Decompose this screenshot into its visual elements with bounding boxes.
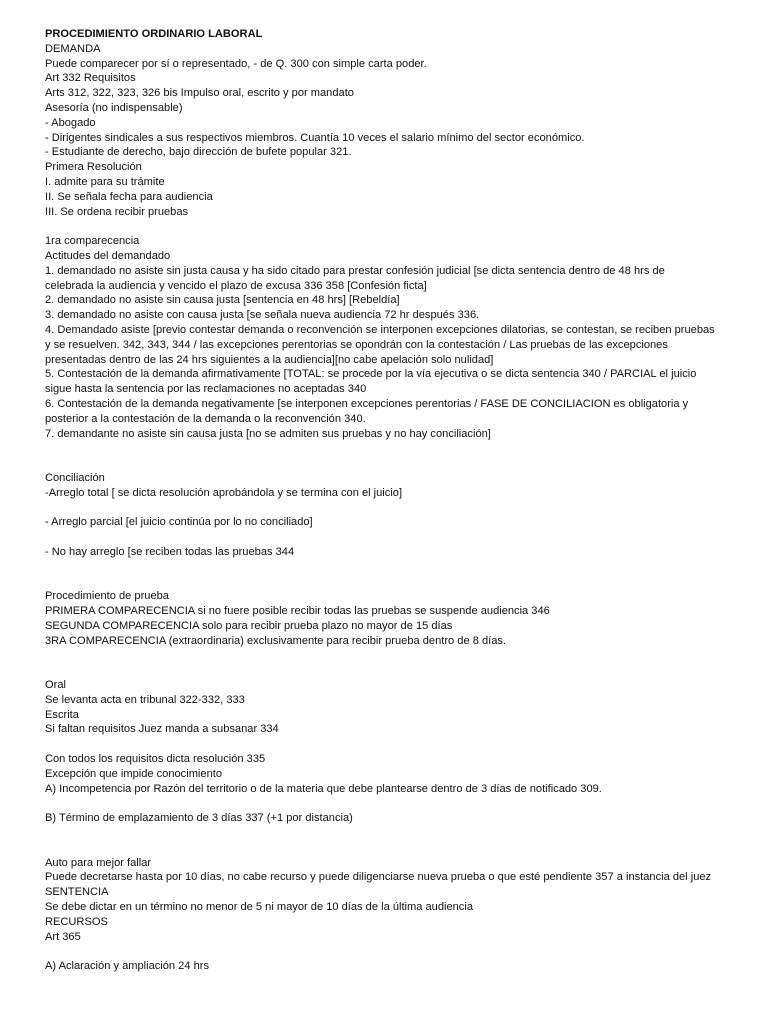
text-line: Primera Resolución [45,161,142,174]
document-page [45,27,745,974]
text-line: Art 332 Requisitos [45,72,136,85]
blank-line [45,841,745,856]
text-line: Se levanta acta en tribunal 322-332, 333 [45,693,245,706]
text-line: A) Incompetencia por Razón del territorio o de la materia que debe plantearse dentro de 3 días de notificado 309. [45,782,602,795]
text-line: - Estudiante de derecho, bajo dirección de bufete popular 321. [45,146,352,159]
text-line: Puede decretarse hasta por 10 días, no cabe recurso y puede diligenciarse nueva prueba o que esté pendiente 357 a instancia del juez [45,871,712,884]
text-line: Art 365 [45,930,81,943]
blank-line [45,501,745,516]
blank-line [45,441,745,456]
text-line: 1. demandado no asiste sin justa causa y ha sido citado para prestar confesión judicial [se dicta sentencia dentro de 48 hrs de [45,264,665,277]
blank-line [45,456,745,471]
text-line: Puede comparecer por sí o representado, - de Q. 300 con simple carta poder. [45,57,427,70]
text-line: Oral [45,679,66,692]
blank-line [45,944,745,959]
text-line: SENTENCIA [45,886,109,899]
text-line: Se debe dictar en un término no menor de 5 ni mayor de 10 días de la última audiencia [45,901,473,914]
text-line: RECURSOS [45,915,108,928]
text-line: Auto para mejor fallar [45,856,152,869]
blank-line [45,530,745,545]
text-line: Escrita [45,708,79,721]
text-line: posterior a la contestación de la demanda o la reconvención 340. [45,412,366,425]
text-line: Procedimiento de prueba [45,590,169,603]
blank-line [45,796,745,811]
text-line: 1ra comparecencia [45,235,140,248]
text-line: 6. Contestación de la demanda negativamente [se interponen excepciones perentorias / FASE DE CONCILIACION es obligatoria y [45,397,689,410]
blank-line [45,560,745,575]
text-line: celebrada la audiencia y vencido el plazo de excusa 336 358 [Confesión ficta] [45,279,427,292]
text-line: 4. Demandado asiste [previo contestar demanda o reconvención se interponen excepciones dilatorias, se contestan, se reciben pruebas [45,323,715,336]
text-line: -Arreglo total [ se dicta resolución aprobándola y se termina con el juicio] [45,486,403,499]
blank-line [45,574,745,589]
text-line: presentadas dentro de las 24 hrs siguientes a la audiencia][no cabe apelación solo nulidad] [45,353,494,366]
blank-line [45,219,745,234]
text-line: Asesoría (no indispensable) [45,101,183,114]
text-line: 3RA COMPARECENCIA (extraordinaria) exclusivamente para recibir prueba dentro de 8 días. [45,634,507,647]
text-line: SEGUNDA COMPARECENCIA solo para recibir prueba plazo no mayor de 15 días [45,619,453,632]
text-line: 7. demandante no asiste sin causa justa [no se admiten sus pruebas y no hay conciliación] [45,427,491,440]
text-line: Conciliación [45,471,105,484]
document-title: PROCEDIMIENTO ORDINARIO LABORAL [45,28,263,40]
text-line: Excepción que impide conocimiento [45,767,222,780]
text-line: y se resuelven. 342, 343, 344 / las excepciones perentorias se opondrán con la contestación / Las pruebas de las excepciones [45,338,668,351]
blank-line [45,737,745,752]
text-line: A) Aclaración y ampliación 24 hrs [45,960,210,973]
text-line: DEMANDA [45,42,101,55]
text-line: 2. demandado no asiste sin causa justa [sentencia en 48 hrs] [Rebeldía] [45,294,400,307]
text-line: B) Término de emplazamiento de 3 días 337 (+1 por distancia) [45,812,353,825]
text-line: PRIMERA COMPARECENCIA si no fuere posible recibir todas las pruebas se suspende audiencia 346 [45,605,550,618]
text-line: Si faltan requisitos Juez manda a subsanar 334 [45,723,279,736]
text-line: Con todos los requisitos dicta resolución 335 [45,753,266,766]
text-line: 5. Contestación de la demanda afirmativamente [TOTAL: se procede por la vía ejecutiva o se dicta sentencia 340 / PARCIAL el juicio [45,368,697,381]
text-line: III. Se ordena recibir pruebas [45,205,189,218]
text-line: sigue hasta la sentencia por las reclamaciones no aceptadas 340 [45,383,367,396]
text-line: II. Se señala fecha para audiencia [45,190,213,203]
blank-line [45,826,745,841]
text-line: I. admite para su trámite [45,175,165,188]
blank-line [45,648,745,663]
text-line: 3. demandado no asiste con causa justa [se señala nueva audiencia 72 hr después 336. [45,309,480,322]
text-line: - Arreglo parcial [el juicio continúa por lo no conciliado] [45,516,313,529]
blank-line [45,663,745,678]
text-line: Arts 312, 322, 323, 326 bis Impulso oral, escrito y por mandato [45,87,354,100]
text-line: Actitudes del demandado [45,249,171,262]
text-line: - No hay arreglo [se reciben todas las pruebas 344 [45,545,295,558]
text-line: - Abogado [45,116,96,129]
text-line: - Dirigentes sindicales a sus respectivos miembros. Cuantía 10 veces el salario mínimo del sector económico. [45,131,585,144]
